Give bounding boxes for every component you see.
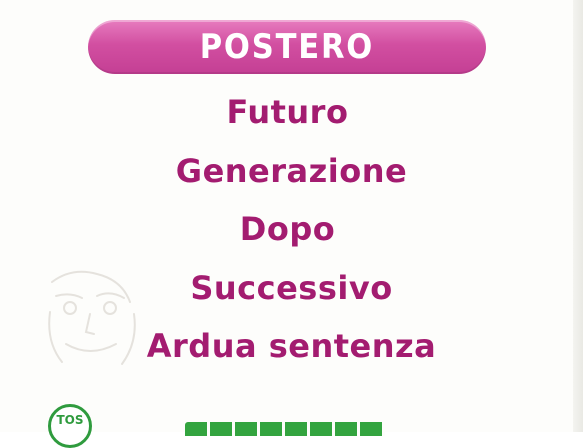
header-banner bbox=[88, 20, 486, 74]
word-item: Dopo bbox=[239, 210, 336, 248]
badge-label: TOS bbox=[56, 413, 84, 427]
word-item: Futuro bbox=[226, 93, 349, 131]
cropped-green-text bbox=[185, 422, 385, 436]
next-card-word-cropped bbox=[185, 418, 415, 438]
header-title: POSTERO bbox=[199, 27, 375, 67]
word-item: Ardua sentenza bbox=[146, 327, 437, 365]
word-item: Generazione bbox=[175, 151, 408, 190]
category-badge bbox=[48, 404, 92, 448]
forbidden-words-list bbox=[0, 88, 583, 381]
word-item: Successivo bbox=[190, 268, 393, 307]
